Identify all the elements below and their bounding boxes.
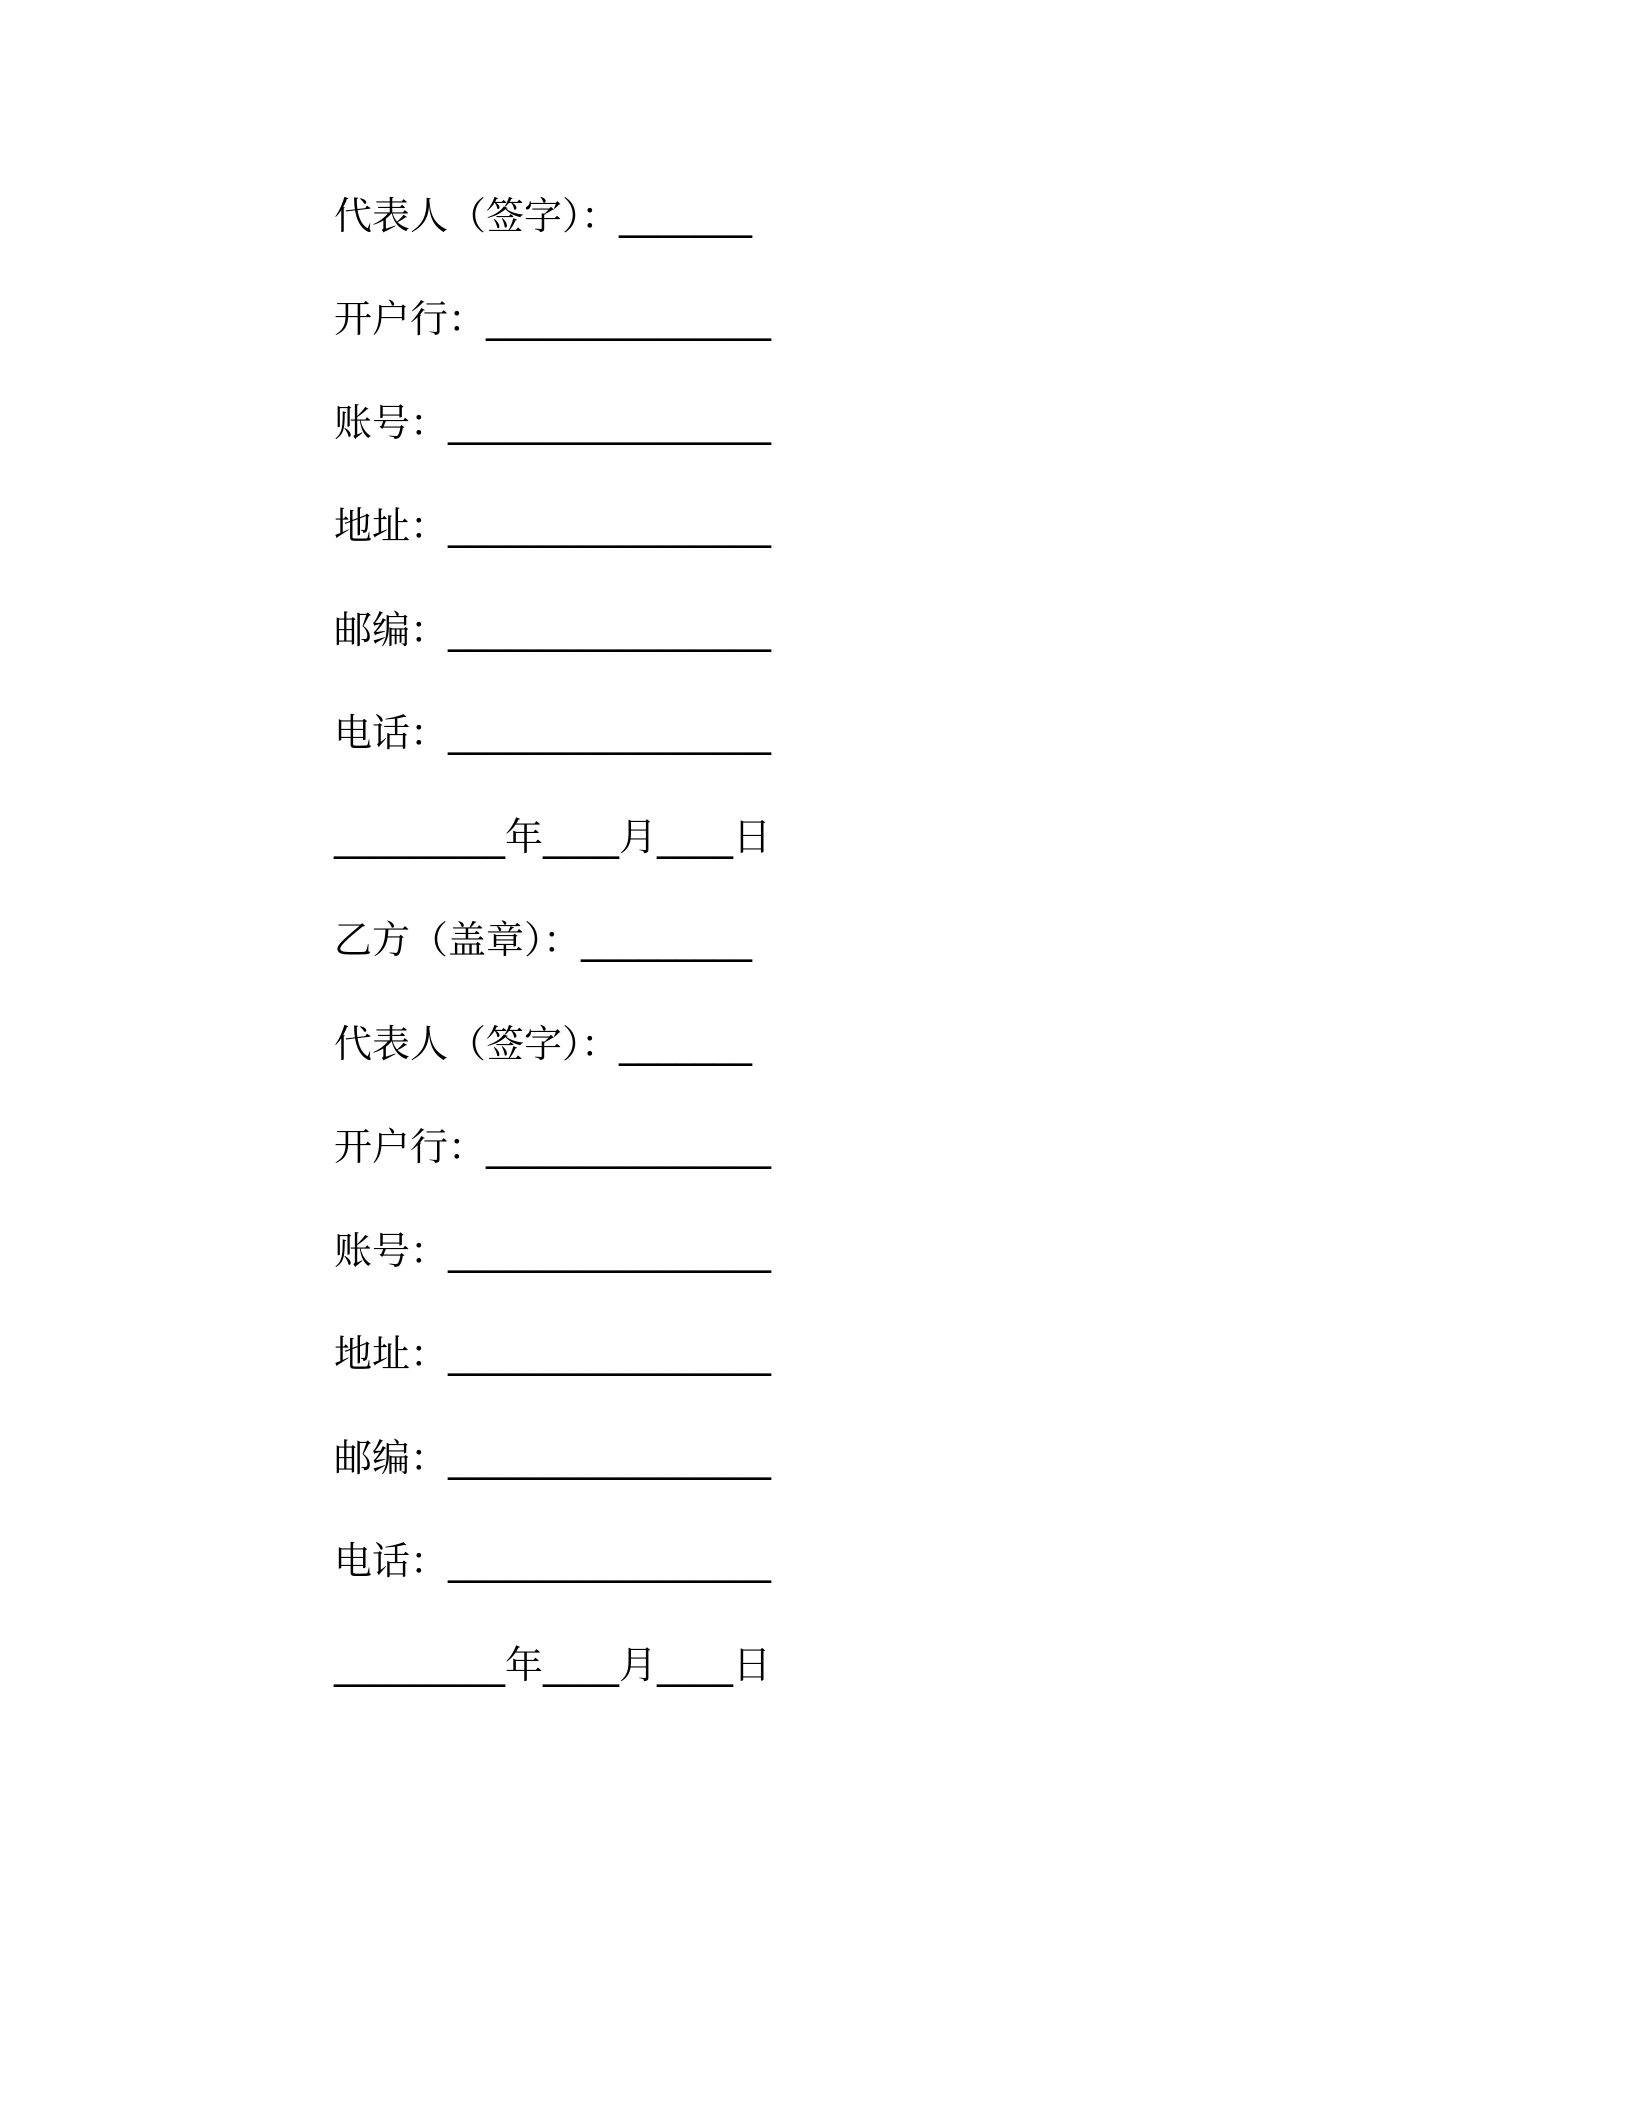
postal-code-line: 邮编：_________________ xyxy=(334,1436,772,1480)
representative-signature-line: 代表人（签字）：_______ xyxy=(334,1022,753,1066)
address-line: 地址：_________________ xyxy=(334,1332,772,1376)
account-number-line: 账号：_________________ xyxy=(334,401,772,445)
address-line: 地址：_________________ xyxy=(334,504,772,548)
bank-line: 开户行：_______________ xyxy=(334,1125,772,1169)
representative-signature-line: 代表人（签字）：_______ xyxy=(334,194,753,238)
account-number-line: 账号：_________________ xyxy=(334,1229,772,1273)
postal-code-line: 邮编：_________________ xyxy=(334,608,772,652)
party-b-seal-line: 乙方（盖章）：_________ xyxy=(334,918,753,962)
phone-line: 电话：_________________ xyxy=(334,1539,772,1583)
phone-line: 电话：_________________ xyxy=(334,711,772,755)
bank-line: 开户行：_______________ xyxy=(334,297,772,341)
date-line: _________年____月____日 xyxy=(334,1643,772,1687)
signature-block xyxy=(334,0,1334,2112)
date-line: _________年____月____日 xyxy=(334,815,772,859)
